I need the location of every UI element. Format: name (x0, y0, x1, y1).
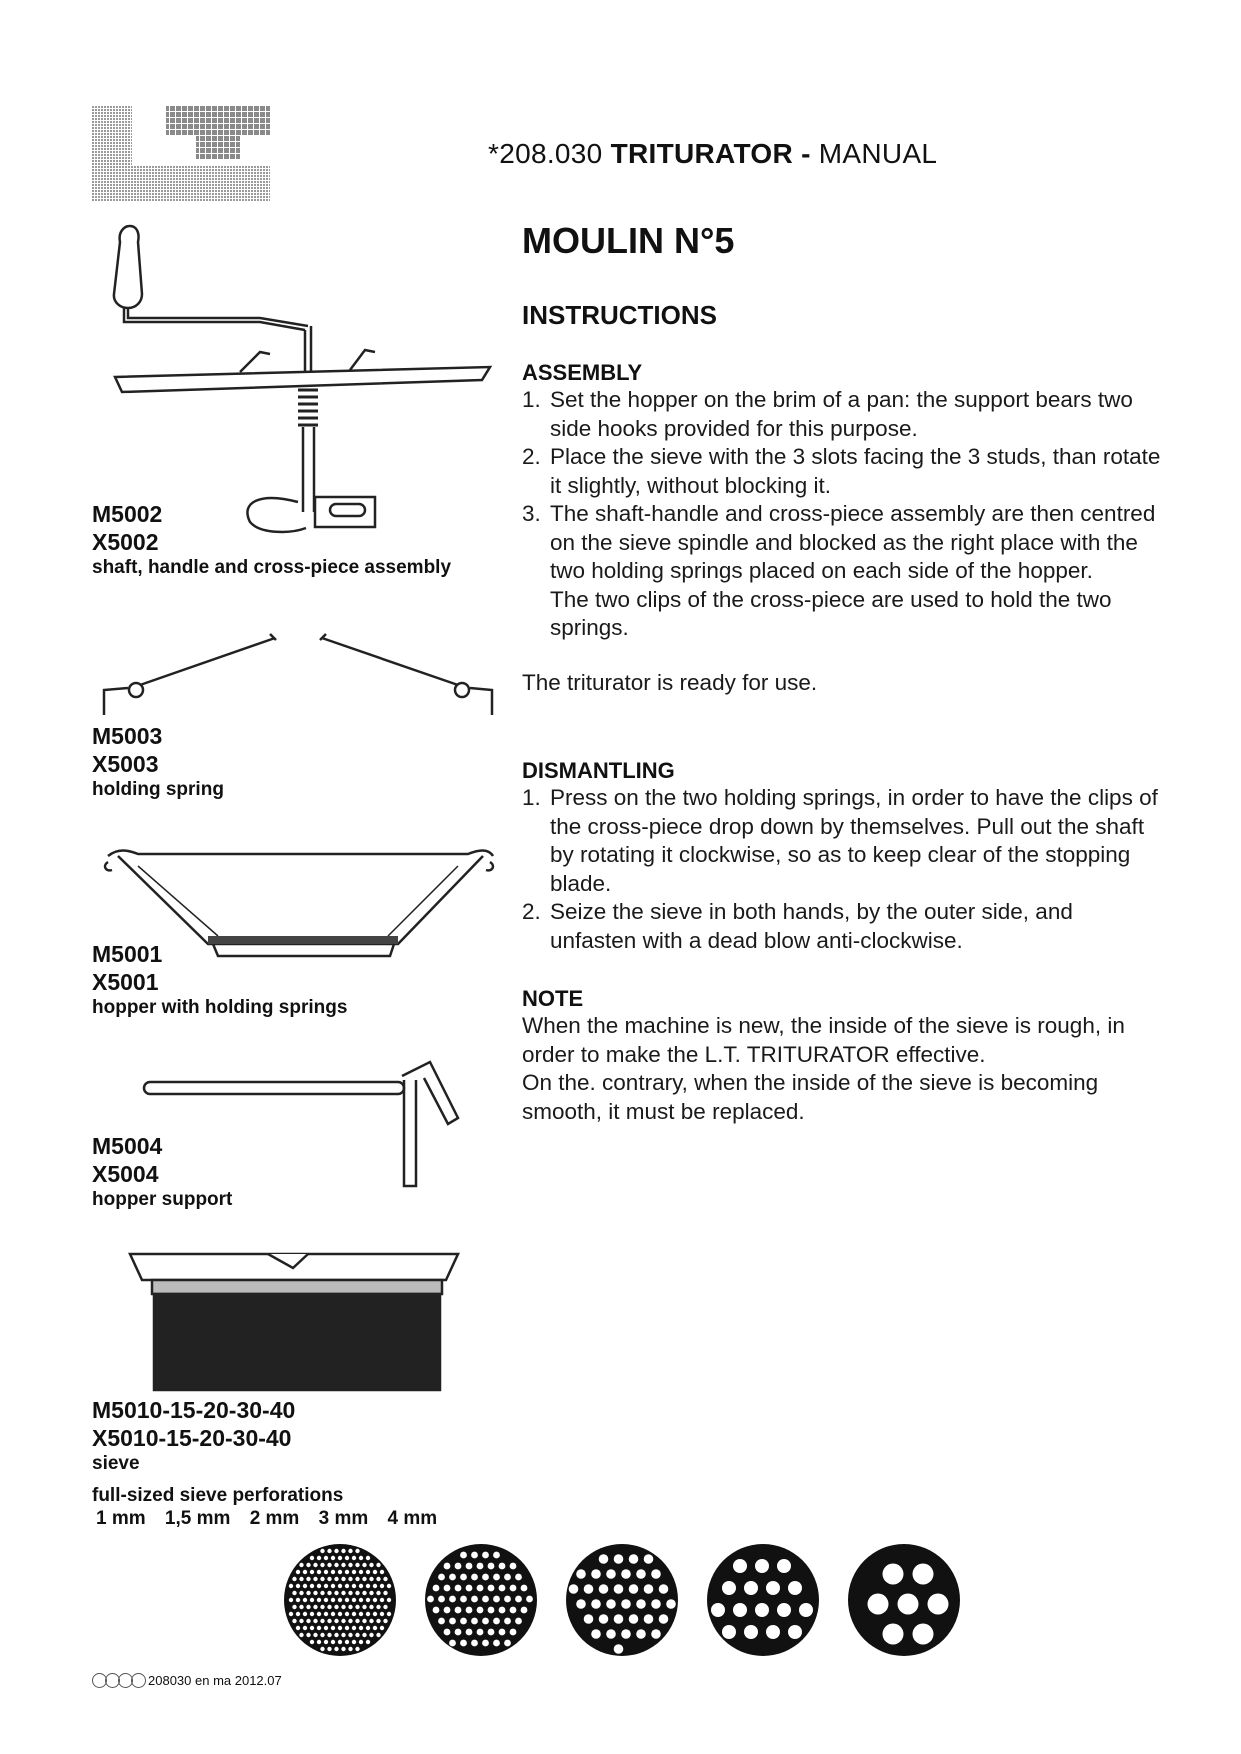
perforation-sizes (96, 1508, 451, 1530)
perforation-size: 1,5 mm (164, 1508, 231, 1529)
note-line: When the machine is new, the inside of the sieve is rough, in order to make the L.T. TRITURATOR effective. (522, 1013, 1125, 1067)
part-m5002 (92, 500, 451, 580)
perforation-size: 4 mm (387, 1508, 438, 1529)
rings-icon (92, 1673, 144, 1688)
part-m5004 (92, 1132, 232, 1212)
product-name: TRITURATOR - (610, 138, 811, 169)
note-line: On the. contrary, when the inside of the sieve is becoming smooth, it must be replaced. (522, 1070, 1099, 1124)
part-code: X5001 (92, 969, 159, 995)
document-header (488, 138, 937, 170)
list-item: 3. The shaft-handle and cross-piece assembly are then centred on the sieve spindle and blocked as the right place with the two holding springs placed on each side of the hopper. (522, 501, 1156, 583)
list-item: 1. Set the hopper on the brim of a pan: the support bears two side hooks provided for this purpose. (522, 387, 1133, 441)
assembly-steps (522, 386, 1162, 643)
part-code: X5010-15-20-30-40 (92, 1425, 292, 1451)
part-code: M5010-15-20-30-40 (92, 1397, 296, 1423)
company-logo (92, 106, 270, 202)
instructions-heading: INSTRUCTIONS (522, 300, 717, 330)
perforation-disc (284, 1544, 396, 1656)
note-section (522, 986, 1142, 1126)
perforation-disc (707, 1544, 819, 1656)
perforation-size: 2 mm (249, 1508, 300, 1529)
note-heading: NOTE (522, 986, 584, 1011)
footer-code: 208030 en ma 2012.07 (148, 1673, 282, 1688)
doc-type: MANUAL (818, 138, 938, 169)
part-code: M5001 (92, 941, 163, 967)
part-code: X5002 (92, 529, 159, 555)
product-ref: *208.030 (488, 138, 603, 169)
part-description: sieve (92, 1453, 140, 1474)
perforation-disc (425, 1544, 537, 1656)
part-description: hopper support (92, 1189, 233, 1210)
perforation-disc (566, 1544, 678, 1656)
dismantling-section (522, 758, 1162, 955)
dismantling-steps (522, 784, 1162, 955)
assembly-heading: ASSEMBLY (522, 360, 643, 385)
footer (92, 1673, 282, 1688)
sieve-illustration (128, 1250, 468, 1398)
page-title: MOULIN N°5 (522, 220, 735, 261)
part-code: X5004 (92, 1161, 159, 1187)
part-description: holding spring (92, 779, 224, 800)
part-m5001 (92, 940, 347, 1020)
part-code: M5002 (92, 501, 163, 527)
part-description: hopper with holding springs (92, 997, 348, 1018)
list-item: 2. Place the sieve with the 3 slots facing the 3 studs, than rotate it slightly, without blocking it. (522, 444, 1161, 498)
list-item: 2. Seize the sieve in both hands, by the outer side, and unfasten with a dead blow anti-clockwise. (522, 899, 1073, 953)
list-item: The two clips of the cross-piece are used to hold the two springs. (550, 586, 1112, 640)
part-m5010 (92, 1396, 295, 1476)
list-item: 1. Press on the two holding springs, in order to have the clips of the cross-piece drop down by themselves. Pull out the shaft by rotating it clockwise, so as to keep clear of the stopping blade. (522, 785, 1158, 896)
assembly-section (522, 360, 1162, 697)
dismantling-heading: DISMANTLING (522, 758, 675, 783)
part-code: X5003 (92, 751, 159, 777)
perforations-title: full-sized sieve perforations (92, 1485, 344, 1506)
part-code: M5003 (92, 723, 163, 749)
perforation-disc (848, 1544, 960, 1656)
part-code: M5004 (92, 1133, 163, 1159)
perforation-samples (280, 1540, 970, 1660)
holding-spring-illustration (100, 630, 500, 720)
part-m5003 (92, 722, 224, 802)
ready-text: The triturator is ready for use. (522, 669, 818, 695)
part-description: shaft, handle and cross-piece assembly (92, 557, 452, 578)
perforation-size: 3 mm (318, 1508, 369, 1529)
perforation-size: 1 mm (96, 1508, 146, 1529)
